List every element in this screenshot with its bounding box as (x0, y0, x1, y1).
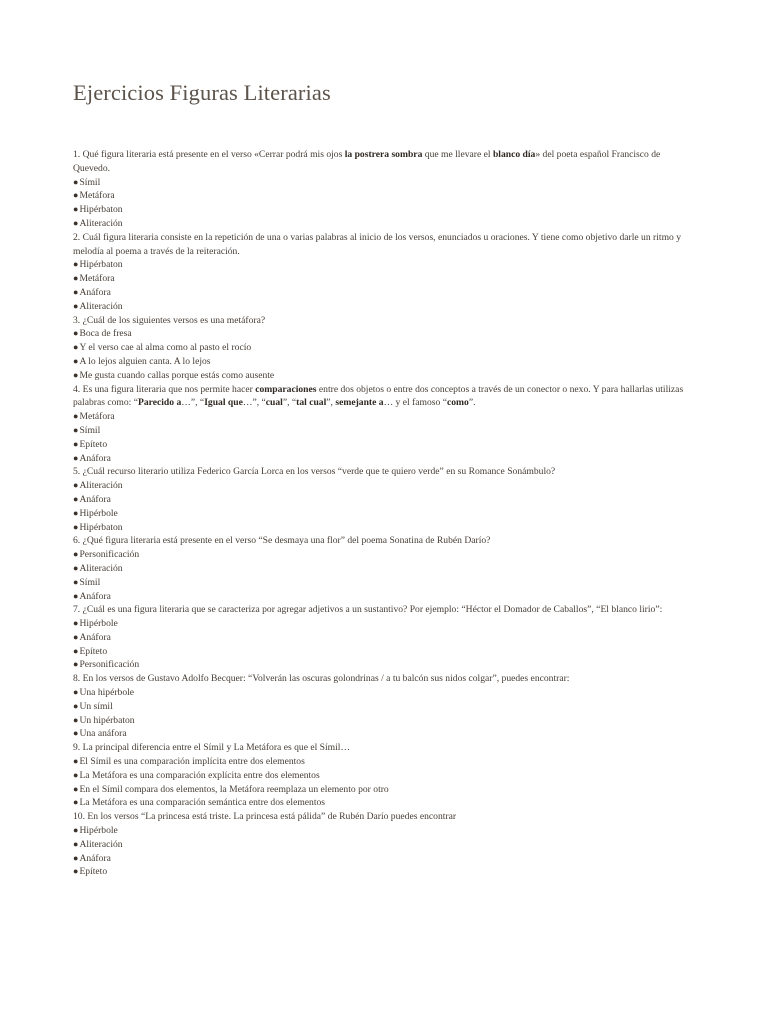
option-label: Personificación (79, 659, 140, 671)
bullet-icon: ● (73, 300, 79, 311)
bullet-icon: ● (73, 424, 79, 435)
question-bold-text: tal cual (296, 397, 327, 409)
bullet-icon: ● (73, 714, 79, 725)
option (73, 796, 697, 810)
bullet-icon: ● (73, 852, 79, 863)
option (73, 865, 697, 879)
question-text: ”, (326, 397, 336, 409)
question-bold-text: Igual que (204, 397, 243, 409)
question-7-options (73, 617, 697, 672)
bullet-icon: ● (73, 549, 79, 560)
option (73, 452, 697, 466)
question-text: 4. Es una figura literaria que nos permite hacer (73, 383, 256, 395)
option (73, 852, 697, 866)
question-bold-text: semejante a (335, 397, 384, 409)
bullet-icon: ● (73, 355, 79, 366)
bullet-icon: ● (73, 783, 79, 794)
question-5-options (73, 479, 697, 534)
bullet-icon: ● (73, 217, 79, 228)
option-label: Aliteración (79, 562, 123, 574)
bullet-icon: ● (73, 700, 79, 711)
option (73, 369, 697, 383)
option (73, 824, 697, 838)
option-label: Anáfora (79, 852, 111, 864)
option-label: Hipérbaton (79, 521, 123, 533)
question-text: …”, “ (181, 397, 205, 409)
option-label: Símil (79, 176, 101, 188)
question-5: 5. ¿Cuál recurso literario utiliza Federico García Lorca en los versos “verde que te quiero verde” en su Romance Sonámbulo? (73, 466, 556, 478)
option-label: Epíteto (79, 438, 108, 450)
question-6-options (73, 548, 697, 603)
option (73, 769, 697, 783)
bullet-icon: ● (73, 521, 79, 532)
option (73, 272, 697, 286)
bullet-icon: ● (73, 204, 79, 215)
option (73, 617, 697, 631)
option-label: Aliteración (79, 480, 123, 492)
option-label: A lo lejos alguien canta. A lo lejos (79, 355, 211, 367)
document-title: Ejercicios Figuras Literarias (73, 80, 331, 105)
bullet-icon: ● (73, 176, 79, 187)
bullet-icon: ● (73, 259, 79, 270)
question-bold-text: Parecido a (138, 397, 182, 409)
bullet-icon: ● (73, 452, 79, 463)
question-bold-text: blanco día (492, 149, 536, 160)
bullet-icon: ● (73, 562, 79, 573)
bullet-icon: ● (73, 411, 79, 422)
option-label: Un hipérbaton (79, 714, 135, 726)
option-label: Epíteto (79, 866, 108, 878)
bullet-icon: ● (73, 728, 79, 739)
option-label: Metáfora (79, 190, 115, 202)
option-label: La Metáfora es una comparación semántica entre dos elementos (79, 797, 326, 809)
question-8-options (73, 686, 697, 741)
option-label: Me gusta cuando callas porque estás como ausente (79, 369, 275, 381)
option (73, 576, 697, 590)
option (73, 258, 697, 272)
bullet-icon: ● (73, 493, 79, 504)
option-label: Personificación (79, 549, 140, 561)
question-text: …”, “ (242, 397, 266, 409)
bullet-icon: ● (73, 480, 79, 491)
option-label: Aliteración (79, 300, 123, 312)
option (73, 783, 697, 797)
question-7: 7. ¿Cuál es una figura literaria que se caracteriza por agregar adjetivos a un sustantivo? Por ejemplo: “Héctor el Domador de Caballos”, “El blanco lirio”: (73, 604, 663, 616)
option-label: El Símil es una comparación implícita entre dos elementos (79, 756, 305, 768)
bullet-icon: ● (73, 590, 79, 601)
option (73, 755, 697, 769)
question-8: 8. En los versos de Gustavo Adolfo Becquer: “Volverán las oscuras golondrinas / a tu balcón sus nidos colgar”, puedes encontrar: (73, 673, 570, 685)
option (73, 286, 697, 300)
question-9-options (73, 755, 697, 810)
question-4 (73, 383, 697, 411)
option (73, 327, 697, 341)
option-label: Anáfora (79, 493, 111, 505)
option (73, 341, 697, 355)
question-text: ”. (468, 397, 476, 409)
question-2: 2. Cuál figura literaria consiste en la repetición de una o varias palabras al inicio de los versos, enunciados u oraciones. Y tiene como objetivo darle un ritmo y melodía al poema a través de la reiteración. (73, 231, 682, 257)
option-label: Una hipérbole (79, 687, 135, 699)
option (73, 548, 697, 562)
question-bold-text: cual (265, 397, 283, 409)
question-text: entre dos objetos o entre dos conceptos a través de un conector o nexo. Y para hallarlas utilizas palabras como: “ (73, 383, 684, 409)
option-label: Hipérbaton (79, 259, 123, 271)
option (73, 838, 697, 852)
question-1 (73, 148, 697, 176)
bullet-icon: ● (73, 286, 79, 297)
option (73, 521, 697, 535)
option-label: Epíteto (79, 645, 108, 657)
option (73, 645, 697, 659)
option (73, 631, 697, 645)
option-label: Boca de fresa (79, 328, 132, 340)
quiz-content (73, 148, 697, 879)
option-label: Y el verso cae al alma como al pasto el rocío (79, 342, 252, 354)
option (73, 438, 697, 452)
option-label: Una anáfora (79, 728, 127, 740)
question-text: » del poeta español Francisco de Quevedo. (73, 149, 661, 174)
question-bold-text: como (446, 397, 469, 409)
option (73, 658, 697, 672)
bullet-icon: ● (73, 825, 79, 836)
question-1-options (73, 176, 697, 231)
option (73, 355, 697, 369)
option-label: Hipérbole (79, 618, 118, 630)
question-9: 9. La principal diferencia entre el Símil y La Metáfora es que el Símil… (73, 742, 351, 754)
bullet-icon: ● (73, 659, 79, 670)
option (73, 700, 697, 714)
question-6: 6. ¿Qué figura literaria está presente en el verso “Se desmaya una flor” del poema Sonatina de Rubén Darío? (73, 535, 491, 547)
option-label: Metáfora (79, 273, 115, 285)
bullet-icon: ● (73, 190, 79, 201)
option-label: Símil (79, 576, 101, 588)
bullet-icon: ● (73, 369, 79, 380)
bullet-icon: ● (73, 866, 79, 877)
bullet-icon: ● (73, 507, 79, 518)
bullet-icon: ● (73, 797, 79, 808)
option-label: Hipérbaton (79, 204, 123, 216)
option-label: Hipérbole (79, 825, 118, 837)
option-label: Anáfora (79, 286, 111, 298)
question-text: 1. Qué figura literaria está presente en el verso «Cerrar podrá mis ojos (73, 149, 345, 160)
question-10: 10. En los versos “La princesa está triste. La princesa está pálida” de Rubén Darío puedes encontrar (73, 811, 457, 823)
question-10-options (73, 824, 697, 879)
question-3: 3. ¿Cuál de los siguientes versos es una metáfora? (73, 314, 266, 326)
option-label: Anáfora (79, 631, 111, 643)
question-2-options (73, 258, 697, 313)
option (73, 217, 697, 231)
option (73, 300, 697, 314)
option (73, 203, 697, 217)
option (73, 727, 697, 741)
option (73, 562, 697, 576)
bullet-icon: ● (73, 618, 79, 629)
option-label: Anáfora (79, 590, 111, 602)
bullet-icon: ● (73, 342, 79, 353)
bullet-icon: ● (73, 838, 79, 849)
question-3-options (73, 327, 697, 382)
option-label: Aliteración (79, 838, 123, 850)
option (73, 493, 697, 507)
bullet-icon: ● (73, 769, 79, 780)
option-label: Un símil (79, 700, 113, 712)
option (73, 686, 697, 700)
option (73, 176, 697, 190)
option (73, 424, 697, 438)
question-text: … y el famoso “ (383, 397, 447, 409)
option (73, 410, 697, 424)
question-4-options (73, 410, 697, 465)
option-label: Anáfora (79, 452, 111, 464)
question-bold-text: la postrera sombra (344, 149, 423, 160)
bullet-icon: ● (73, 645, 79, 656)
bullet-icon: ● (73, 687, 79, 698)
option-label: La Metáfora es una comparación explícita entre dos elementos (79, 769, 320, 781)
option (73, 189, 697, 203)
bullet-icon: ● (73, 756, 79, 767)
option (73, 479, 697, 493)
question-text: que me llevare el (422, 149, 493, 160)
option-label: Aliteración (79, 217, 123, 229)
question-text: ”, “ (282, 397, 297, 409)
option-label: En el Símil compara dos elementos, la Metáfora reemplaza un elemento por otro (79, 783, 389, 795)
bullet-icon: ● (73, 576, 79, 587)
option-label: Hipérbole (79, 507, 118, 519)
bullet-icon: ● (73, 273, 79, 284)
option (73, 590, 697, 604)
bullet-icon: ● (73, 631, 79, 642)
option (73, 714, 697, 728)
bullet-icon: ● (73, 328, 79, 339)
bullet-icon: ● (73, 438, 79, 449)
option (73, 507, 697, 521)
question-bold-text: comparaciones (255, 383, 317, 395)
option-label: Símil (79, 424, 101, 436)
option-label: Metáfora (79, 411, 115, 423)
